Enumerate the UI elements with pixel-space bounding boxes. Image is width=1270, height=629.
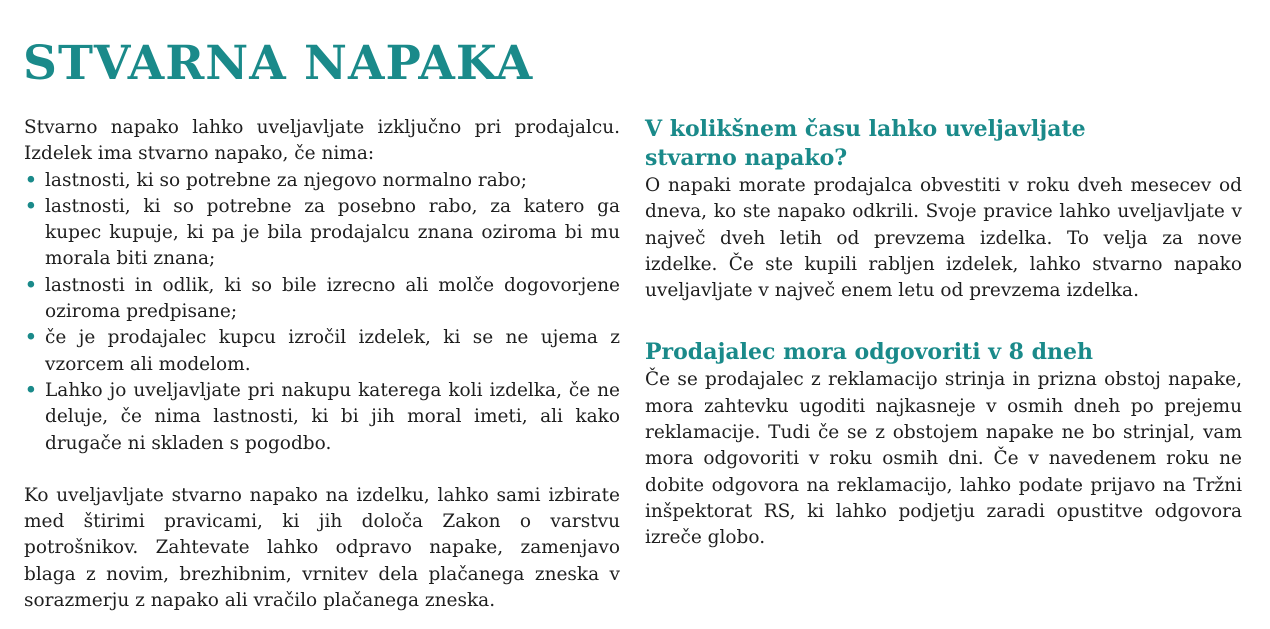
page-title: STVARNA NAPAKA <box>23 36 534 91</box>
bullet-icon: • <box>25 274 37 296</box>
list-item-text: Lahko jo uveljavljate pri nakupu katerega koli izdelka, če ne deluje, če nima lastnosti, ki bi jih moral imeti, ali kako drugače ni skladen s pogodbo. <box>45 379 620 454</box>
list-item <box>24 325 620 378</box>
bullet-icon: • <box>25 379 37 401</box>
right-column <box>645 115 1242 552</box>
bullet-icon: • <box>25 195 37 217</box>
section-heading-deadline <box>645 115 1242 173</box>
bullet-icon: • <box>25 327 37 349</box>
list-item <box>24 378 620 457</box>
defect-conditions-list <box>24 168 620 457</box>
list-item-text: če je prodajalec kupcu izročil izdelek, ki se ne ujema z vzorcem ali modelom. <box>45 327 620 375</box>
list-item-text: lastnosti, ki so potrebne za posebno rabo, za katero ga kupec kupuje, ki pa je bila prodajalcu znana oziroma bi mu morala biti znana; <box>45 195 620 270</box>
intro-paragraph: Stvarno napako lahko uveljavljate izključno pri prodajalcu. Izdelek ima stvarno napako, če nima: <box>24 117 620 165</box>
bullet-icon: • <box>25 169 37 191</box>
section-heading-response: Prodajalec mora odgovoriti v 8 dneh <box>645 339 1094 366</box>
list-item <box>24 273 620 326</box>
paragraph-spacer <box>24 457 620 483</box>
deadline-paragraph: O napaki morate prodajalca obvestiti v roku dveh mesecev od dneva, ko ste napako odkrili. Svoje pravice lahko uveljavljate v največ dveh letih od prevzema izdelka. To velja za nove izdelke. Če ste kupili rabljen izdelek, lahko stvarno napako uveljavljate v največ enem letu od prevzema izdelka. <box>645 175 1242 302</box>
section-heading-line: V kolikšnem času lahko uveljavljate <box>645 116 1086 142</box>
list-item <box>24 194 620 273</box>
list-item-text: lastnosti, ki so potrebne za njegovo normalno rabo; <box>45 169 527 191</box>
section-heading-line: stvarno napako? <box>645 145 848 171</box>
rights-paragraph: Ko uveljavljate stvarno napako na izdelku, lahko sami izbirate med štirimi pravicami, ki jih določa Zakon o varstvu potrošnikov. Zahtevate lahko odpravo napake, zamenjavo blaga z novim, brezhibnim, vrnitev dela plačanega zneska v sorazmerju z napako ali vračilo plačanega zneska. <box>24 484 620 612</box>
list-item-text: lastnosti in odlik, ki so bile izrecno ali molče dogovorjene oziroma predpisane; <box>45 274 620 323</box>
left-column <box>24 115 620 614</box>
response-paragraph: Če se prodajalec z reklamacijo strinja in prizna obstoj napake, mora zahtevku ugoditi najkasneje v osmih dneh po prejemu reklamacije. Tudi če se z obstojem napake ne bo strinjal, vam mora odgovoriti v roku osmih dni. Če v navedenem roku ne dobite odgovora na reklamacijo, lahko podate prijavo na Tržni inšpektorat RS, ki lahko podjetju zaradi opustitve odgovora izreče globo. <box>645 369 1242 549</box>
list-item <box>24 168 620 194</box>
